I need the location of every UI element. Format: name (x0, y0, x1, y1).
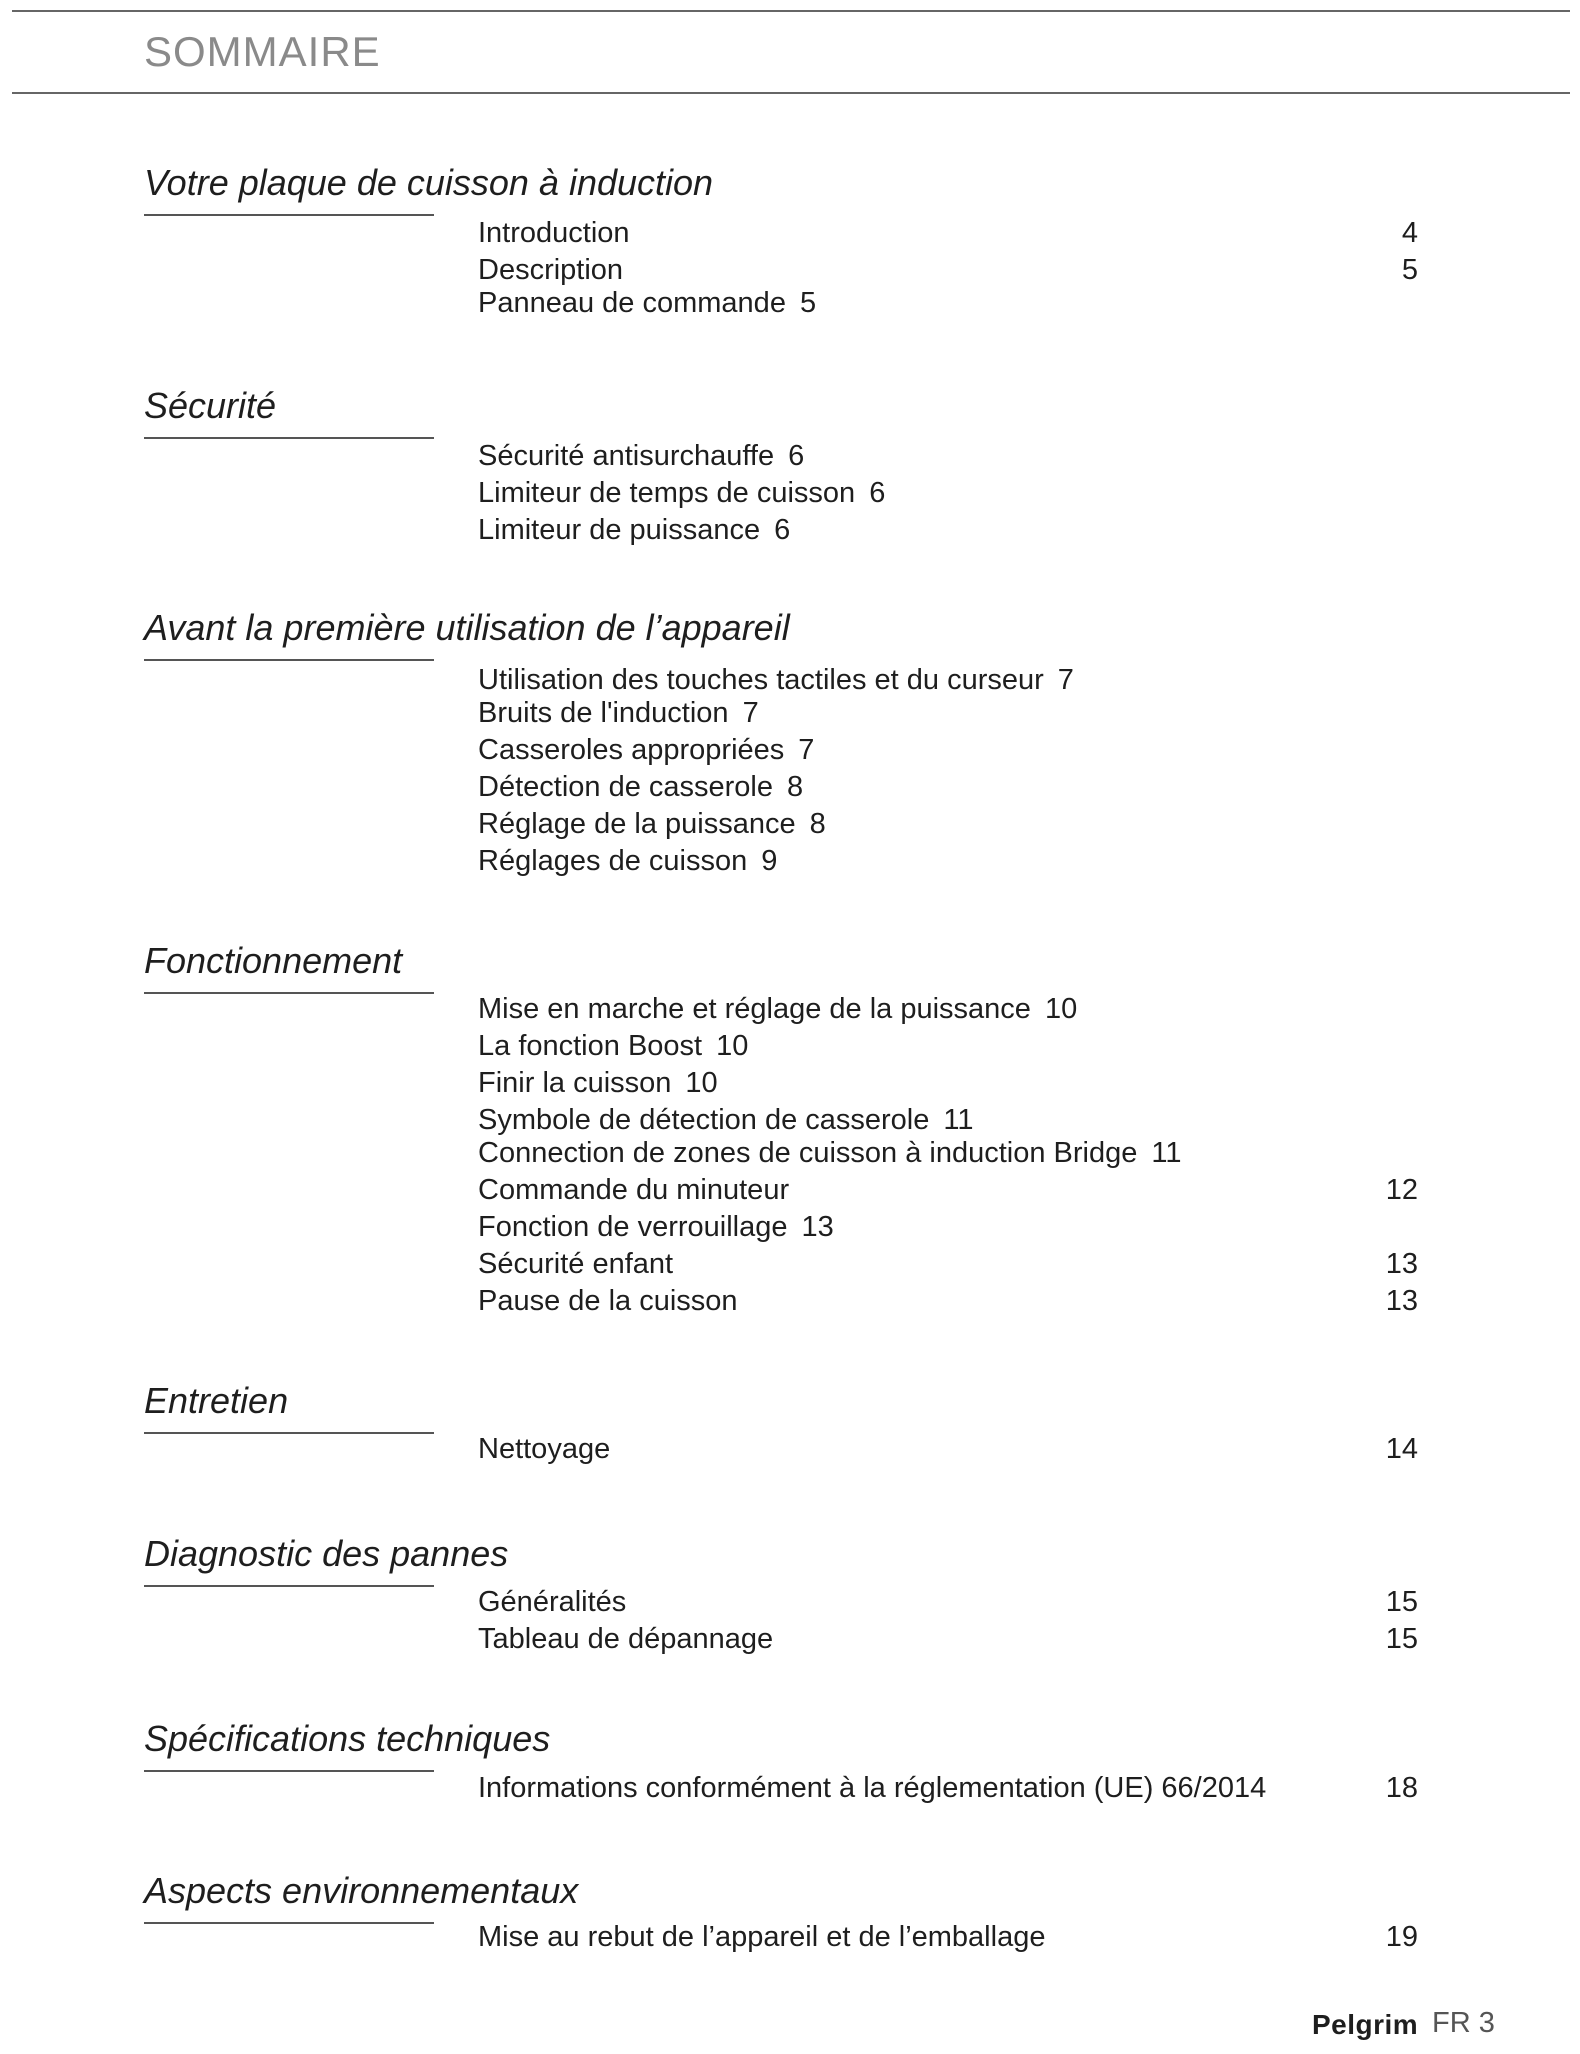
toc-entry-label: Détection de casserole (478, 771, 773, 803)
toc-entry[interactable] (478, 476, 1418, 510)
toc-entry-label: Limiteur de puissance (478, 514, 761, 546)
toc-entry-label: Mise en marche et réglage de la puissance (478, 993, 1031, 1025)
header-bottom-rule (12, 92, 1570, 94)
toc-entry-label: Connection de zones de cuisson à induction Bridge (478, 1137, 1138, 1169)
toc-entry-label: Tableau de dépannage (478, 1623, 774, 1655)
toc-entry[interactable] (478, 1771, 1418, 1805)
toc-entry[interactable] (478, 1432, 1418, 1466)
toc-entry[interactable] (478, 216, 1418, 250)
section-underline (144, 992, 434, 994)
toc-entry-label: Généralités (478, 1586, 627, 1618)
toc-entry-page: 4 (1401, 217, 1418, 249)
toc-entry-page: 6 (774, 514, 791, 546)
toc-entry-page: 6 (869, 477, 886, 509)
toc-entry[interactable] (478, 1103, 1418, 1137)
toc-entry[interactable] (478, 439, 1418, 473)
toc-entry[interactable] (478, 253, 1418, 287)
header-top-rule (12, 10, 1570, 12)
toc-entry-page: 7 (742, 697, 759, 729)
toc-entry[interactable] (478, 1622, 1418, 1656)
toc-entry[interactable] (478, 513, 1418, 547)
toc-entry-label: La fonction Boost (478, 1030, 703, 1062)
toc-entry[interactable] (478, 1585, 1418, 1619)
toc-entry[interactable] (478, 844, 1418, 878)
section-title: Spécifications techniques (144, 1718, 551, 1759)
section-underline (144, 1585, 434, 1587)
toc-entry-label: Mise au rebut de l’appareil et de l’emballage (478, 1921, 1046, 1953)
section-title: Diagnostic des pannes (144, 1533, 509, 1574)
toc-entry-label: Symbole de détection de casserole (478, 1104, 930, 1136)
section-title: Avant la première utilisation de l’appareil (144, 607, 790, 648)
toc-entry-page: 11 (943, 1104, 974, 1136)
toc-entry-label: Casseroles appropriées (478, 734, 785, 766)
toc-entry-page: 13 (1385, 1248, 1418, 1280)
toc-entry[interactable] (478, 1173, 1418, 1207)
toc-entry-page: 12 (1385, 1174, 1418, 1206)
toc-entry[interactable] (478, 1066, 1418, 1100)
toc-entry-label: Réglage de la puissance (478, 808, 796, 840)
toc-entry-page: 8 (787, 771, 804, 803)
toc-entry-label: Panneau de commande (478, 287, 786, 319)
toc-entry-page: 15 (1385, 1623, 1418, 1655)
toc-entry-page: 11 (1151, 1137, 1182, 1169)
section-title: Aspects environnementaux (144, 1870, 579, 1911)
section-title: Entretien (144, 1380, 289, 1421)
brand-logo: Pelgrim (1312, 2009, 1419, 2040)
section-underline (144, 1770, 434, 1772)
page-number: FR 3 (1432, 2007, 1495, 2039)
toc-entry-label: Limiteur de temps de cuisson (478, 477, 856, 509)
toc-entry[interactable] (478, 1247, 1418, 1281)
toc-entry[interactable] (478, 733, 1418, 767)
toc-entry-page: 19 (1385, 1921, 1418, 1953)
section-underline (144, 437, 434, 439)
toc-entry-label: Description (478, 254, 624, 286)
toc-entry-page: 13 (1385, 1285, 1418, 1317)
toc-entry-label: Sécurité antisurchauffe (478, 440, 775, 472)
toc-entry-page: 18 (1385, 1772, 1418, 1804)
toc-entry-page: 8 (809, 808, 826, 840)
toc-entry[interactable] (478, 1920, 1418, 1954)
toc-entry-label: Informations conformément à la réglementation (UE) 66/2014 (478, 1772, 1267, 1804)
toc-entry-page: 5 (1401, 254, 1418, 286)
toc-entry-page: 9 (761, 845, 778, 877)
toc-entry-label: Sécurité enfant (478, 1248, 674, 1280)
toc-entry-label: Utilisation des touches tactiles et du curseur (478, 664, 1044, 696)
section-underline (144, 214, 434, 216)
section-underline (144, 1922, 434, 1924)
toc-entry[interactable] (478, 770, 1418, 804)
section-title: Fonctionnement (144, 940, 403, 981)
toc-entry-page: 10 (1044, 993, 1078, 1025)
toc-entry[interactable] (478, 1284, 1418, 1318)
toc-entry-label: Introduction (478, 217, 630, 249)
toc-entry-label: Commande du minuteur (478, 1174, 790, 1206)
toc-entry-page: 15 (1385, 1586, 1418, 1618)
toc-entry-page: 14 (1385, 1433, 1418, 1465)
toc-entry-label: Pause de la cuisson (478, 1285, 738, 1317)
section-title: Sécurité (144, 385, 277, 426)
toc-entry-label: Finir la cuisson (478, 1067, 672, 1099)
toc-entry-page: 10 (716, 1030, 749, 1062)
toc-entry-label: Nettoyage (478, 1433, 611, 1465)
toc-entry-page: 7 (798, 734, 815, 766)
page-title: SOMMAIRE (144, 28, 381, 75)
toc-entry-page: 7 (1057, 664, 1074, 696)
toc-entry-label: Fonction de verrouillage (478, 1211, 788, 1243)
toc-entry-page: 10 (685, 1067, 718, 1099)
toc-entry[interactable] (478, 992, 1418, 1026)
toc-entry-label: Réglages de cuisson (478, 845, 748, 877)
toc-entry[interactable] (478, 663, 1418, 697)
toc-entry[interactable] (478, 1210, 1418, 1244)
section-underline (144, 659, 434, 661)
toc-entry-page: 13 (801, 1211, 834, 1243)
toc-entry-page: 6 (788, 440, 805, 472)
toc-entry-page: 5 (799, 287, 817, 319)
toc-entry[interactable] (478, 807, 1418, 841)
toc-entry[interactable] (478, 286, 1418, 320)
toc-entry[interactable] (478, 696, 1418, 730)
toc-entry[interactable] (478, 1136, 1418, 1170)
toc-entry-label: Bruits de l'induction (478, 697, 729, 729)
toc-entry[interactable] (478, 1029, 1418, 1063)
section-underline (144, 1432, 434, 1434)
section-title: Votre plaque de cuisson à induction (144, 162, 714, 203)
